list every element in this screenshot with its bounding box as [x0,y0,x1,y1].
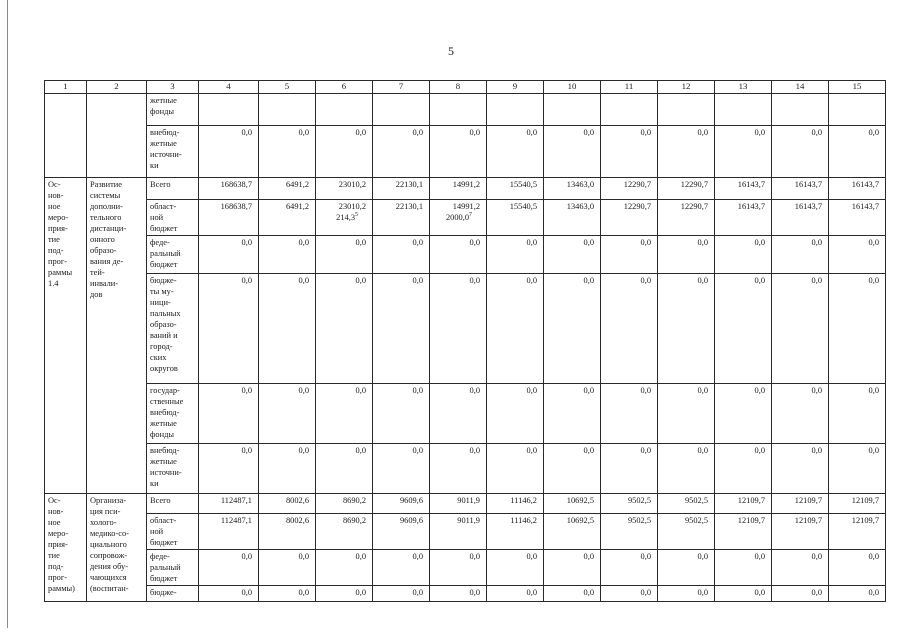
amount-cell: 12109,7 [829,494,886,514]
amount-cell: 0,0 [601,126,658,178]
amount-cell: 9502,5 [601,514,658,550]
amount-cell: 0,0 [544,274,601,384]
measure-code-next: Ос- нов- ное меро- прия- тие под- прог- раммы) [45,494,87,602]
amount-cell: 0,0 [487,236,544,274]
amount-cell: 12290,7 [658,200,715,236]
amount-cell: 0,0 [316,384,373,444]
amount-cell: 9011,9 [430,494,487,514]
funding-source: Всего [147,178,199,200]
measure-title-1-4: Развитие системы дополни- тельного дистанци- онного образо- вания де- тей- инвали- дов [87,178,147,494]
amount-cell: 0,0 [658,444,715,494]
amount-cell [430,200,487,236]
column-number: 12 [658,81,715,94]
column-number: 8 [430,81,487,94]
amount-cell: 0,0 [544,126,601,178]
amount-cell: 0,0 [829,236,886,274]
amount-cell: 0,0 [658,550,715,586]
amount-cell: 0,0 [829,444,886,494]
column-number: 3 [147,81,199,94]
amount-cell: 0,0 [715,274,772,384]
amount-cell: 0,0 [199,236,259,274]
measure-code-1-4: Ос- нов- ное меро- прия- тие под- прог- раммы 1.4 [45,178,87,494]
amount-cell: 0,0 [544,384,601,444]
amount-cell [829,94,886,126]
amount-value: 23010,2 [338,202,366,211]
amount-cell: 12109,7 [715,514,772,550]
amount-cell: 0,0 [772,236,829,274]
amount-cell: 0,0 [430,586,487,602]
amount-cell [259,94,316,126]
amount-cell: 23010,2 [316,178,373,200]
amount-cell: 0,0 [715,550,772,586]
column-number: 15 [829,81,886,94]
table-row [45,514,886,550]
amount-cell [772,94,829,126]
amount-cell: 0,0 [316,274,373,384]
amount-cell: 16143,7 [829,200,886,236]
amount-cell: 0,0 [430,550,487,586]
amount-cell: 16143,7 [715,200,772,236]
table-row [45,126,886,178]
amount-cell: 12290,7 [601,200,658,236]
amount-cell: 0,0 [316,236,373,274]
amount-cell: 112487,1 [199,514,259,550]
prev-group-col1 [45,94,87,178]
funding-source: област- ной бюджет [147,514,199,550]
column-number: 5 [259,81,316,94]
note-value: 2000,0 [445,213,469,222]
amount-cell: 0,0 [259,384,316,444]
amount-cell: 0,0 [544,586,601,602]
table-row [45,384,886,444]
amount-cell: 0,0 [487,586,544,602]
amount-cell: 11146,2 [487,514,544,550]
column-number: 1 [45,81,87,94]
amount-cell [373,94,430,126]
amount-cell: 0,0 [199,126,259,178]
amount-cell: 0,0 [658,586,715,602]
amount-cell: 0,0 [544,444,601,494]
amount-cell: 168638,7 [199,200,259,236]
amount-cell [658,94,715,126]
amount-cell: 9609,6 [373,514,430,550]
amount-cell: 8002,6 [259,514,316,550]
funding-source: Всего [147,494,199,514]
table-row [45,236,886,274]
amount-cell: 0,0 [259,444,316,494]
amount-cell: 0,0 [373,274,430,384]
footnote-mark: 7 [469,212,472,219]
amount-cell [601,94,658,126]
table-row [45,550,886,586]
amount-cell: 0,0 [430,274,487,384]
amount-cell: 0,0 [829,384,886,444]
amount-cell: 15540,5 [487,178,544,200]
amount-cell: 12109,7 [715,494,772,514]
funding-source: бюдже- [147,586,199,602]
amount-cell: 0,0 [772,586,829,602]
amount-note [446,212,472,223]
amount-cell: 0,0 [601,384,658,444]
amount-cell: 0,0 [601,586,658,602]
page-number: 5 [448,44,454,58]
table-row [45,586,886,602]
amount-cell: 0,0 [658,236,715,274]
amount-cell: 0,0 [373,236,430,274]
amount-cell: 112487,1 [199,494,259,514]
amount-cell: 0,0 [715,126,772,178]
column-number: 2 [87,81,147,94]
amount-cell: 0,0 [430,236,487,274]
amount-cell: 0,0 [658,384,715,444]
amount-cell: 0,0 [199,384,259,444]
column-number: 11 [601,81,658,94]
amount-cell [316,94,373,126]
amount-cell: 16143,7 [772,200,829,236]
amount-cell: 11146,2 [487,494,544,514]
amount-cell: 22130,1 [373,178,430,200]
amount-cell: 0,0 [829,274,886,384]
amount-cell: 16143,7 [772,178,829,200]
amount-cell: 22130,1 [373,200,430,236]
amount-cell: 16143,7 [715,178,772,200]
amount-cell [715,94,772,126]
amount-cell: 10692,5 [544,514,601,550]
amount-cell: 0,0 [259,550,316,586]
funding-source: феде- ральный бюджет [147,236,199,274]
amount-cell: 8002,6 [259,494,316,514]
amount-cell: 0,0 [772,384,829,444]
amount-cell: 6491,2 [259,200,316,236]
amount-stack [319,201,366,223]
amount-cell: 0,0 [487,550,544,586]
amount-cell: 8690,2 [316,514,373,550]
amount-cell: 0,0 [199,444,259,494]
amount-cell: 0,0 [829,586,886,602]
amount-cell: 9502,5 [658,494,715,514]
amount-cell: 0,0 [487,384,544,444]
amount-cell: 0,0 [373,550,430,586]
table-row [45,94,886,126]
column-number: 13 [715,81,772,94]
amount-cell: 0,0 [487,126,544,178]
funding-source: бюдже- ты му- ници- пальных образо- ваний и город- ских округов [147,274,199,384]
funding-source: феде- ральный бюджет [147,550,199,586]
amount-cell: 12109,7 [772,514,829,550]
amount-cell: 12290,7 [658,178,715,200]
amount-cell: 0,0 [544,236,601,274]
amount-cell: 0,0 [658,126,715,178]
amount-cell: 0,0 [487,274,544,384]
amount-cell [430,94,487,126]
amount-stack [433,201,480,223]
amount-cell: 0,0 [316,126,373,178]
amount-cell: 0,0 [715,236,772,274]
amount-cell: 0,0 [487,444,544,494]
funding-source: государ- ственные внебюд- жетные фонды [147,384,199,444]
amount-cell: 9502,5 [601,494,658,514]
funding-source: област- ной бюджет [147,200,199,236]
column-number: 9 [487,81,544,94]
amount-cell: 0,0 [715,444,772,494]
amount-cell: 0,0 [373,384,430,444]
amount-cell: 16143,7 [829,178,886,200]
amount-cell: 10692,5 [544,494,601,514]
amount-cell: 0,0 [316,550,373,586]
amount-cell: 0,0 [772,126,829,178]
amount-cell: 9609,6 [373,494,430,514]
amount-cell: 9502,5 [658,514,715,550]
amount-cell: 0,0 [373,586,430,602]
prev-group-col2 [87,94,147,178]
column-number: 7 [373,81,430,94]
amount-cell [487,94,544,126]
amount-cell: 0,0 [199,586,259,602]
amount-cell: 0,0 [373,126,430,178]
column-number: 10 [544,81,601,94]
table-row [45,494,886,514]
amount-cell [199,94,259,126]
amount-cell: 0,0 [199,274,259,384]
amount-cell: 6491,2 [259,178,316,200]
amount-cell: 13463,0 [544,200,601,236]
amount-cell: 12109,7 [772,494,829,514]
amount-cell: 15540,5 [487,200,544,236]
amount-cell: 0,0 [601,444,658,494]
amount-cell: 0,0 [601,236,658,274]
amount-cell: 0,0 [430,444,487,494]
amount-cell: 13463,0 [544,178,601,200]
budget-table [44,80,886,602]
amount-cell: 0,0 [658,274,715,384]
amount-cell: 0,0 [829,550,886,586]
amount-cell: 0,0 [772,444,829,494]
amount-cell: 0,0 [601,274,658,384]
amount-cell: 8690,2 [316,494,373,514]
amount-cell: 168638,7 [199,178,259,200]
amount-cell: 0,0 [199,550,259,586]
amount-cell: 0,0 [373,444,430,494]
amount-cell: 12290,7 [601,178,658,200]
amount-value: 14991,2 [452,202,480,211]
amount-cell: 0,0 [772,274,829,384]
amount-cell [544,94,601,126]
amount-cell: 14991,2 [430,178,487,200]
table-row [45,200,886,236]
footnote-mark: 5 [355,212,358,219]
table-row [45,444,886,494]
amount-cell: 0,0 [601,550,658,586]
column-number: 4 [199,81,259,94]
amount-note [336,212,358,223]
column-number: 6 [316,81,373,94]
amount-cell: 0,0 [259,126,316,178]
amount-cell: 0,0 [544,550,601,586]
amount-cell: 0,0 [715,586,772,602]
funding-source: внебюд- жетные источни- ки [147,444,199,494]
amount-cell [316,200,373,236]
amount-cell: 0,0 [430,384,487,444]
column-number: 14 [772,81,829,94]
page-edge-line [7,0,8,628]
funding-source: внебюд- жетные источни- ки [147,126,199,178]
amount-cell: 0,0 [259,586,316,602]
amount-cell: 0,0 [430,126,487,178]
header-row [45,81,886,94]
table-row [45,274,886,384]
amount-cell: 0,0 [772,550,829,586]
funding-source: жетные фонды [147,94,199,126]
amount-cell: 0,0 [259,236,316,274]
amount-cell: 0,0 [316,444,373,494]
note-value: 214,3 [336,213,355,222]
amount-cell: 0,0 [259,274,316,384]
amount-cell: 9011,9 [430,514,487,550]
measure-title-next: Организа- ция пси- холого- медико-со- циального сопровож- дения обу- чающихся (воспитан- [87,494,147,602]
amount-cell: 12109,7 [829,514,886,550]
table-row [45,178,886,200]
amount-cell: 0,0 [316,586,373,602]
amount-cell: 0,0 [829,126,886,178]
amount-cell: 0,0 [715,384,772,444]
